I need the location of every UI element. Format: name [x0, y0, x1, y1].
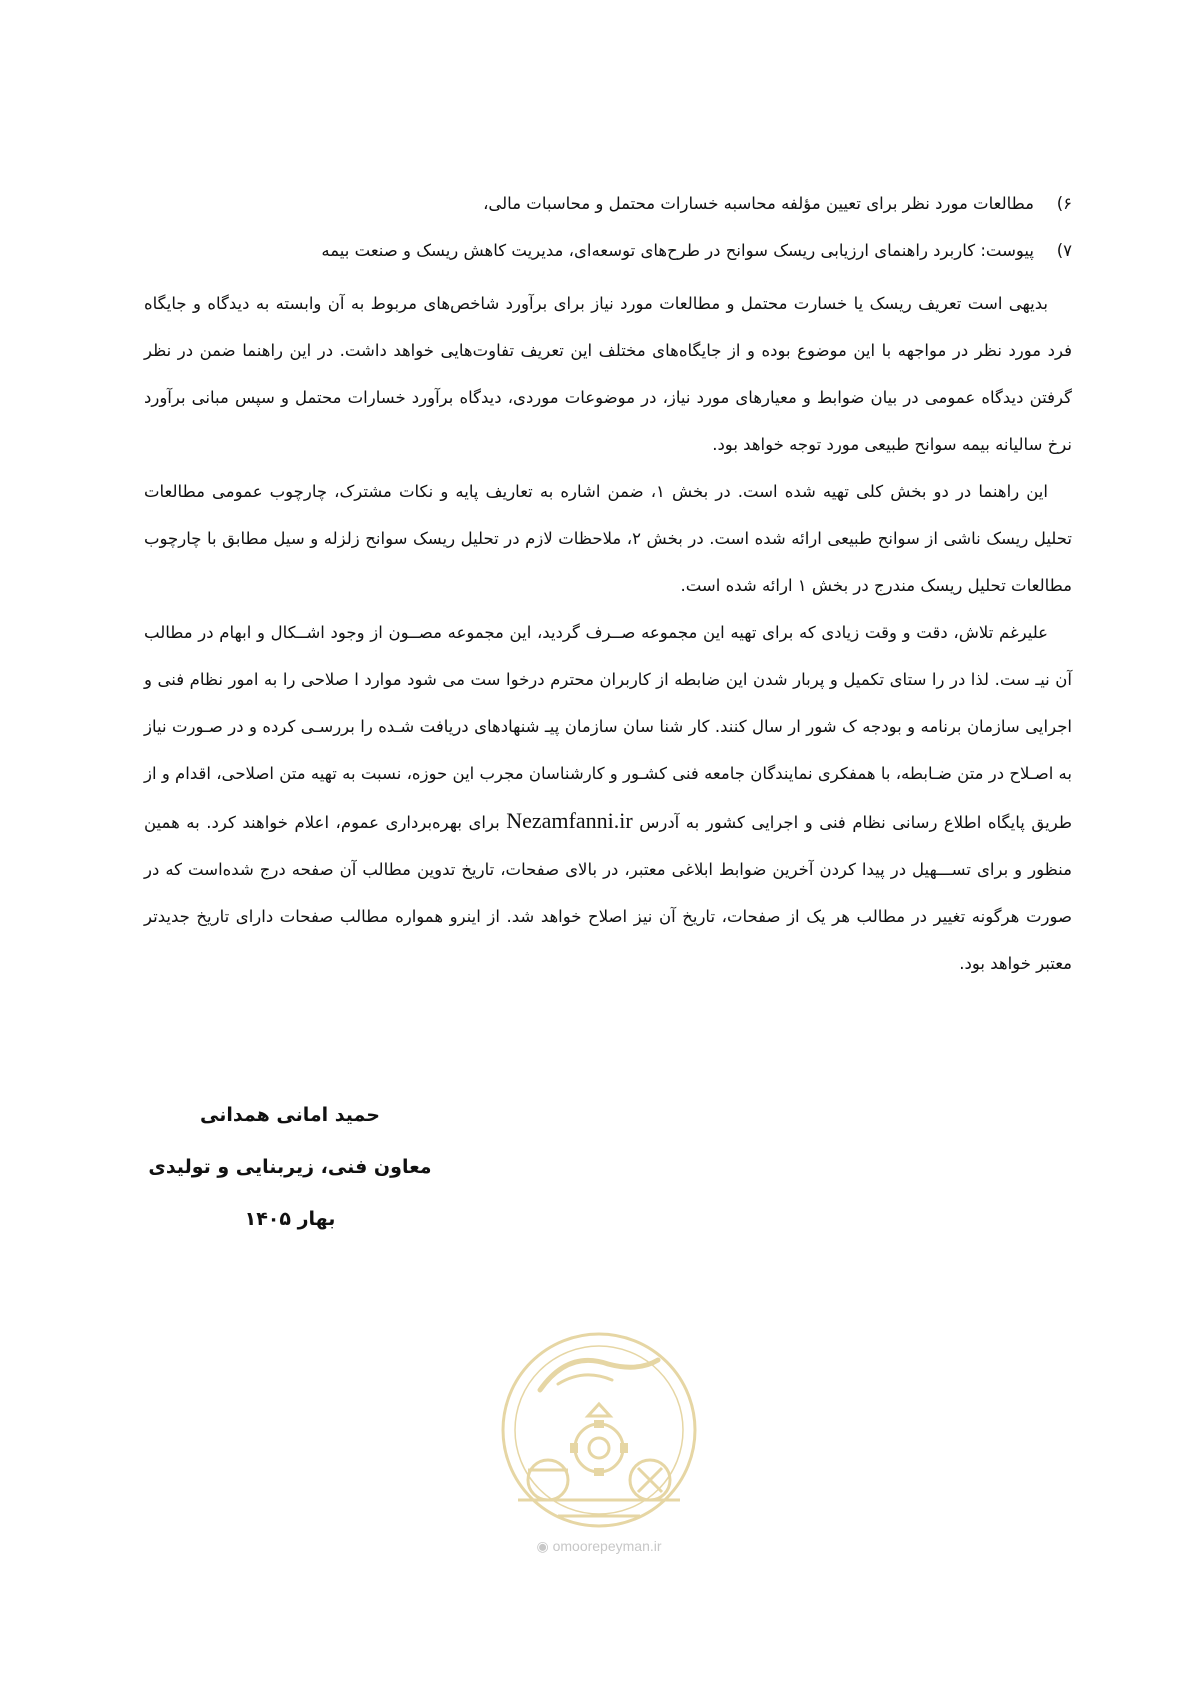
website-link[interactable]: Nezamfanni.ir: [506, 808, 633, 833]
signature-date: بهار ۱۴۰۵: [244, 1208, 336, 1230]
list-item-text: مطالعات مورد نظر برای تعیین مؤلفه محاسبه خسارات محتمل و محاسبات مالی،: [483, 194, 1034, 213]
paragraph-definition: بدیهی است تعریف ریسک یا خسارت محتمل و مطالعات مورد نیاز برای برآورد شاخص‌های مربوط به آن وابسته به دیدگاه و جایگاه فرد مورد نظر در مواجهه با این موضوع بوده و از جایگاه‌های مختلف این تعریف تفاوت‌هایی خواهد داشت. در این راهنما ضمن در نظر گرفتن دیدگاه عمومی در بیان ضوابط و معیارهای مورد نیاز، در موضوعات موردی، دیدگاه برآورد خسارات محتمل و سپس مبانی برآورد نرخ سالیانه بیمه سوانح طبیعی مورد توجه خواهد بود.: [144, 294, 1072, 454]
list-item: [144, 186, 1072, 233]
list-item-number: ۷): [1056, 241, 1072, 260]
document-body: [144, 186, 1072, 987]
paragraph-structure: این راهنما در دو بخش کلی تهیه شده است. در بخش ۱، ضمن اشاره به تعاریف پایه و نکات مشترک، چارچوب عمومی مطالعات تحلیل ریسک ناشی از سوانح طبیعی ارائه شده است. در بخش ۲، ملاحظات لازم در تحلیل ریسک سوانح زلزله و سیل مطابق با چارچوب مطالعات تحلیل ریسک مندرج در بخش ۱ ارائه شده است.: [144, 482, 1073, 595]
list-item: [144, 233, 1072, 280]
closing-text: علیرغم تلاش، دقت و وقت زیادی که برای تهیه این مجموعه صــرف گردید، این مجموعه مصــون از وجود اشــکال و ابهام در مطالب آن نیـ ست. لذا در را ستای تکمیل و پربار شدن این ضابطه از کاربران محترم درخوا ست می شود موارد ا صلاحی را به امور نظام فنی و اجرایی سازمان برنامه و بودجه ک شور ار سال کنند. کار شنا سان سازمان پیـ شنهادهای دریافت شـده را بررسـی کرده و در صـورت نیاز به اصـلاح در متن ضـابطه، با همفکری نمایندگان جامعه فنی کشـور و کارشناسان مجرب این حوزه، نسبت به تهیه متن اصلاحی، اقدام و از طریق پایگاه اطلاع رسانی نظام فنی و اجرایی کشور به آدرس: [144, 623, 1072, 832]
list-item-text: پیوست: کاربرد راهنمای ارزیابی ریسک سوانح در طرح‌های توسعه‌ای، مدیریت کاهش ریسک و صنعت بیمه: [321, 241, 1034, 260]
signature-block: [130, 1089, 450, 1245]
signatory-name: حمید امانی همدانی: [200, 1104, 380, 1126]
closing-text-continued: برای بهره‌برداری عموم، اعلام خواهند کرد. به همین منظور و برای تســـهیل در پیدا کردن آخرین ضوابط ابلاغی معتبر، در بالای صفحات، تاریخ تدوین مطالب آن صفحه درج شده‌است که در صورت هرگونه تغییر در مطالب هر یک از صفحات، تاریخ آن نیز اصلاح خواهد شد. از اینرو همواره مطالب صفحات دارای تاریخ جدیدتر معتبر خواهد بود.: [144, 813, 1072, 973]
watermark-url: ◉ omoorepeyman.ir: [536, 1538, 662, 1554]
list-item-number: ۶): [1056, 194, 1072, 213]
watermark-logo: [488, 1320, 710, 1570]
signatory-position: معاون فنی، زیربنایی و تولیدی: [148, 1156, 432, 1178]
paragraph-closing: [144, 609, 1072, 987]
